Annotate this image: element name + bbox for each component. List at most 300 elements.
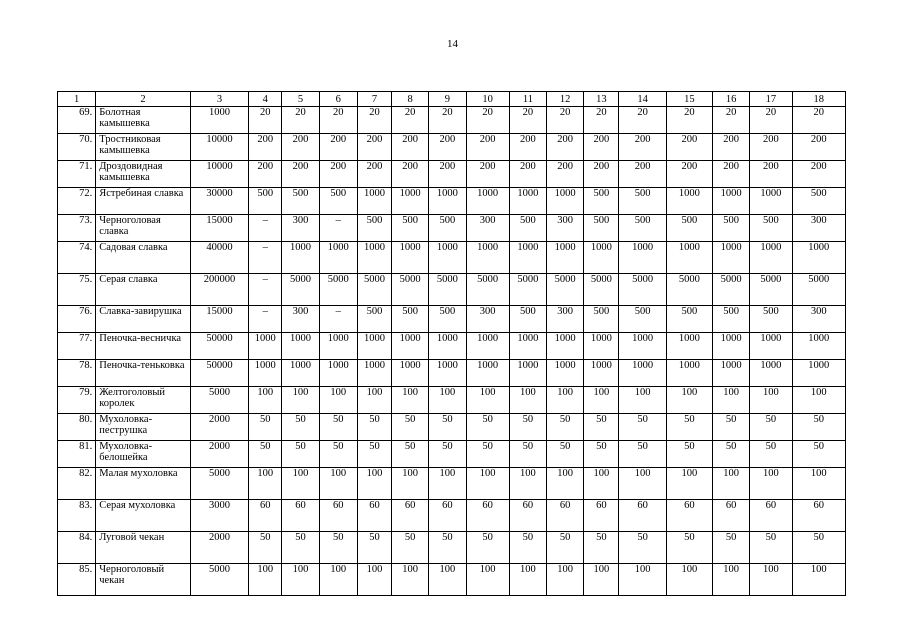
value-cell: 200 — [666, 161, 712, 188]
value-cell: 50 — [249, 532, 282, 564]
row-number: 80. — [58, 414, 96, 441]
value-cell: 5000 — [319, 274, 357, 306]
value-cell: 200 — [584, 161, 619, 188]
value-cell: 5000 — [357, 274, 391, 306]
value-cell: 2000 — [190, 414, 248, 441]
row-number: 75. — [58, 274, 96, 306]
row-number: 73. — [58, 215, 96, 242]
value-cell: 5000 — [792, 274, 845, 306]
species-name: Садовая славка — [96, 242, 191, 274]
value-cell: 100 — [249, 387, 282, 414]
value-cell: 300 — [792, 306, 845, 333]
value-cell: 20 — [429, 107, 466, 134]
value-cell: 20 — [666, 107, 712, 134]
row-number: 74. — [58, 242, 96, 274]
value-cell: 500 — [619, 215, 666, 242]
value-cell: 1000 — [509, 188, 546, 215]
value-cell: 60 — [392, 500, 429, 532]
column-header: 15 — [666, 92, 712, 107]
value-cell: 200 — [429, 134, 466, 161]
value-cell: 1000 — [466, 188, 509, 215]
value-cell: 20 — [750, 107, 792, 134]
value-cell: 100 — [319, 468, 357, 500]
value-cell: – — [249, 274, 282, 306]
value-cell: 1000 — [666, 242, 712, 274]
value-cell: 50 — [666, 441, 712, 468]
species-name: Черноголовая славка — [96, 215, 191, 242]
value-cell: 20 — [319, 107, 357, 134]
value-cell: 2000 — [190, 532, 248, 564]
value-cell: 20 — [282, 107, 319, 134]
value-cell: 1000 — [466, 333, 509, 360]
value-cell: 60 — [792, 500, 845, 532]
value-cell: 1000 — [584, 242, 619, 274]
value-cell: 200 — [584, 134, 619, 161]
value-cell: 1000 — [584, 333, 619, 360]
species-name: Дроздовидная камышевка — [96, 161, 191, 188]
value-cell: 1000 — [666, 188, 712, 215]
value-cell: 50 — [392, 532, 429, 564]
value-cell: 200 — [319, 134, 357, 161]
value-cell: 50 — [584, 532, 619, 564]
value-cell: 100 — [357, 564, 391, 596]
value-cell: 50 — [282, 414, 319, 441]
value-cell: 100 — [249, 564, 282, 596]
value-cell: 5000 — [750, 274, 792, 306]
value-cell: 20 — [509, 107, 546, 134]
value-cell: 5000 — [429, 274, 466, 306]
value-cell: 1000 — [392, 360, 429, 387]
value-cell: 1000 — [619, 360, 666, 387]
value-cell: 100 — [392, 468, 429, 500]
value-cell: 100 — [750, 564, 792, 596]
value-cell: 500 — [509, 215, 546, 242]
value-cell: 50000 — [190, 360, 248, 387]
value-cell: 500 — [282, 188, 319, 215]
value-cell: 5000 — [190, 387, 248, 414]
value-cell: 300 — [282, 306, 319, 333]
value-cell: 60 — [509, 500, 546, 532]
value-cell: 1000 — [547, 360, 584, 387]
value-cell: 1000 — [619, 333, 666, 360]
value-cell: 100 — [466, 564, 509, 596]
table-row — [58, 564, 846, 596]
value-cell: 50 — [509, 532, 546, 564]
value-cell: 100 — [666, 468, 712, 500]
value-cell: 5000 — [584, 274, 619, 306]
value-cell: 100 — [466, 387, 509, 414]
value-cell: 1000 — [429, 188, 466, 215]
table-row — [58, 242, 846, 274]
column-header: 16 — [713, 92, 750, 107]
row-number: 79. — [58, 387, 96, 414]
value-cell: 50 — [357, 441, 391, 468]
value-cell: 1000 — [392, 242, 429, 274]
value-cell: 500 — [319, 188, 357, 215]
value-cell: 1000 — [584, 360, 619, 387]
row-number: 85. — [58, 564, 96, 596]
value-cell: 100 — [792, 564, 845, 596]
value-cell: 200 — [509, 134, 546, 161]
table-row — [58, 333, 846, 360]
row-number: 77. — [58, 333, 96, 360]
table-row — [58, 468, 846, 500]
species-name: Черноголовый чекан — [96, 564, 191, 596]
table-row — [58, 107, 846, 134]
value-cell: 1000 — [282, 242, 319, 274]
value-cell: – — [249, 215, 282, 242]
value-cell: 500 — [584, 188, 619, 215]
value-cell: 500 — [392, 306, 429, 333]
value-cell: 100 — [509, 564, 546, 596]
value-cell: 60 — [249, 500, 282, 532]
value-cell: 50 — [392, 414, 429, 441]
value-cell: 1000 — [357, 360, 391, 387]
value-cell: 1000 — [357, 333, 391, 360]
value-cell: 20 — [392, 107, 429, 134]
value-cell: 200 — [357, 134, 391, 161]
value-cell: 500 — [584, 306, 619, 333]
value-cell: 40000 — [190, 242, 248, 274]
value-cell: 100 — [666, 387, 712, 414]
value-cell: 5000 — [547, 274, 584, 306]
value-cell: 30000 — [190, 188, 248, 215]
row-number: 70. — [58, 134, 96, 161]
value-cell: 1000 — [547, 333, 584, 360]
value-cell: 50 — [619, 532, 666, 564]
table-row — [58, 274, 846, 306]
value-cell: 50 — [466, 532, 509, 564]
value-cell: 1000 — [750, 188, 792, 215]
value-cell: 50 — [619, 441, 666, 468]
value-cell: 500 — [666, 306, 712, 333]
row-number: 81. — [58, 441, 96, 468]
column-header: 12 — [547, 92, 584, 107]
value-cell: 500 — [584, 215, 619, 242]
value-cell: 500 — [249, 188, 282, 215]
column-header: 8 — [392, 92, 429, 107]
value-cell: 50 — [713, 532, 750, 564]
value-cell: 100 — [319, 564, 357, 596]
value-cell: 50 — [792, 441, 845, 468]
column-header: 7 — [357, 92, 391, 107]
header-row — [58, 92, 846, 107]
value-cell: 1000 — [282, 333, 319, 360]
value-cell: 50 — [466, 441, 509, 468]
column-header: 2 — [96, 92, 191, 107]
column-header: 3 — [190, 92, 248, 107]
value-cell: 50 — [282, 532, 319, 564]
value-cell: 200 — [249, 134, 282, 161]
value-cell: 5000 — [666, 274, 712, 306]
value-cell: 200 — [547, 161, 584, 188]
value-cell: 50 — [792, 532, 845, 564]
table-row — [58, 414, 846, 441]
value-cell: 2000 — [190, 441, 248, 468]
value-cell: 1000 — [429, 242, 466, 274]
value-cell: 60 — [713, 500, 750, 532]
value-cell: 15000 — [190, 215, 248, 242]
value-cell: – — [249, 306, 282, 333]
value-cell: 100 — [429, 387, 466, 414]
value-cell: 1000 — [466, 360, 509, 387]
value-cell: 100 — [619, 564, 666, 596]
value-cell: 1000 — [713, 360, 750, 387]
value-cell: 200 — [713, 161, 750, 188]
value-cell: 5000 — [392, 274, 429, 306]
value-cell: 100 — [666, 564, 712, 596]
column-header: 9 — [429, 92, 466, 107]
row-number: 69. — [58, 107, 96, 134]
value-cell: – — [249, 242, 282, 274]
value-cell: 1000 — [713, 188, 750, 215]
value-cell: 5000 — [190, 468, 248, 500]
species-name: Мухоловка-пеструшка — [96, 414, 191, 441]
value-cell: 50 — [666, 414, 712, 441]
value-cell: 5000 — [282, 274, 319, 306]
column-header: 14 — [619, 92, 666, 107]
value-cell: 100 — [619, 468, 666, 500]
value-cell: 10000 — [190, 134, 248, 161]
species-name: Ястребиная славка — [96, 188, 191, 215]
value-cell: 200 — [249, 161, 282, 188]
value-cell: 500 — [666, 215, 712, 242]
value-cell: 50 — [357, 532, 391, 564]
species-table — [57, 91, 846, 596]
value-cell: 100 — [547, 468, 584, 500]
value-cell: 50 — [750, 532, 792, 564]
row-number: 82. — [58, 468, 96, 500]
value-cell: 1000 — [750, 360, 792, 387]
value-cell: 50 — [584, 414, 619, 441]
value-cell: 1000 — [509, 242, 546, 274]
value-cell: 50 — [792, 414, 845, 441]
value-cell: 500 — [713, 306, 750, 333]
value-cell: 500 — [357, 306, 391, 333]
value-cell: 1000 — [713, 242, 750, 274]
value-cell: 50 — [392, 441, 429, 468]
value-cell: 50 — [619, 414, 666, 441]
species-name: Славка-завирушка — [96, 306, 191, 333]
value-cell: 100 — [509, 468, 546, 500]
value-cell: 1000 — [547, 242, 584, 274]
value-cell: 60 — [319, 500, 357, 532]
value-cell: 200 — [357, 161, 391, 188]
table-row — [58, 532, 846, 564]
table-row — [58, 306, 846, 333]
value-cell: 1000 — [509, 360, 546, 387]
value-cell: 50 — [282, 441, 319, 468]
value-cell: 1000 — [792, 333, 845, 360]
value-cell: 1000 — [466, 242, 509, 274]
value-cell: 200 — [547, 134, 584, 161]
value-cell: 1000 — [392, 333, 429, 360]
row-number: 71. — [58, 161, 96, 188]
value-cell: 300 — [792, 215, 845, 242]
value-cell: 100 — [713, 468, 750, 500]
value-cell: 300 — [547, 306, 584, 333]
value-cell: 200 — [319, 161, 357, 188]
value-cell: 60 — [282, 500, 319, 532]
value-cell: 200 — [750, 134, 792, 161]
column-header: 5 — [282, 92, 319, 107]
value-cell: 500 — [357, 215, 391, 242]
value-cell: 300 — [547, 215, 584, 242]
value-cell: 1000 — [792, 242, 845, 274]
value-cell: 100 — [619, 387, 666, 414]
value-cell: 20 — [584, 107, 619, 134]
value-cell: 20 — [713, 107, 750, 134]
value-cell: 1000 — [750, 242, 792, 274]
value-cell: 500 — [713, 215, 750, 242]
value-cell: 200 — [666, 134, 712, 161]
value-cell: 200 — [619, 134, 666, 161]
value-cell: 500 — [619, 188, 666, 215]
value-cell: 100 — [392, 564, 429, 596]
value-cell: 60 — [357, 500, 391, 532]
value-cell: 200 — [392, 134, 429, 161]
column-header: 10 — [466, 92, 509, 107]
value-cell: 3000 — [190, 500, 248, 532]
value-cell: 50 — [750, 441, 792, 468]
value-cell: 1000 — [429, 333, 466, 360]
value-cell: 100 — [750, 387, 792, 414]
value-cell: – — [319, 306, 357, 333]
value-cell: 200 — [282, 134, 319, 161]
value-cell: 100 — [792, 387, 845, 414]
value-cell: 200 — [466, 134, 509, 161]
value-cell: 50 — [319, 532, 357, 564]
value-cell: 20 — [357, 107, 391, 134]
value-cell: 1000 — [282, 360, 319, 387]
species-name: Серая славка — [96, 274, 191, 306]
value-cell: 500 — [429, 215, 466, 242]
value-cell: 1000 — [666, 360, 712, 387]
value-cell: 100 — [429, 468, 466, 500]
value-cell: 15000 — [190, 306, 248, 333]
value-cell: 50 — [584, 441, 619, 468]
value-cell: 200 — [619, 161, 666, 188]
value-cell: 20 — [547, 107, 584, 134]
row-number: 78. — [58, 360, 96, 387]
value-cell: 50 — [249, 414, 282, 441]
table-row — [58, 500, 846, 532]
table-row — [58, 161, 846, 188]
value-cell: 300 — [282, 215, 319, 242]
value-cell: 1000 — [713, 333, 750, 360]
value-cell: 500 — [429, 306, 466, 333]
value-cell: 300 — [466, 306, 509, 333]
value-cell: 1000 — [319, 242, 357, 274]
species-name: Луговой чекан — [96, 532, 191, 564]
value-cell: 100 — [584, 564, 619, 596]
table-row — [58, 215, 846, 242]
value-cell: 200 — [792, 134, 845, 161]
column-header: 11 — [509, 92, 546, 107]
value-cell: 50 — [429, 414, 466, 441]
value-cell: 50 — [319, 414, 357, 441]
species-name: Болотная камышевка — [96, 107, 191, 134]
value-cell: 50 — [666, 532, 712, 564]
value-cell: 50 — [713, 441, 750, 468]
value-cell: 20 — [249, 107, 282, 134]
value-cell: 1000 — [319, 333, 357, 360]
value-cell: 100 — [509, 387, 546, 414]
value-cell: 5000 — [713, 274, 750, 306]
row-number: 83. — [58, 500, 96, 532]
value-cell: 200 — [466, 161, 509, 188]
value-cell: 500 — [750, 306, 792, 333]
species-name: Мухоловка-белошейка — [96, 441, 191, 468]
species-name: Желтоголовый королек — [96, 387, 191, 414]
column-header: 6 — [319, 92, 357, 107]
value-cell: 100 — [713, 564, 750, 596]
value-cell: 500 — [392, 215, 429, 242]
value-cell: 50 — [319, 441, 357, 468]
value-cell: 50 — [429, 441, 466, 468]
value-cell: 1000 — [619, 242, 666, 274]
value-cell: 5000 — [466, 274, 509, 306]
value-cell: 60 — [466, 500, 509, 532]
value-cell: 100 — [547, 564, 584, 596]
value-cell: 50 — [750, 414, 792, 441]
value-cell: 50 — [466, 414, 509, 441]
species-name: Пеночка-теньковка — [96, 360, 191, 387]
value-cell: 50 — [713, 414, 750, 441]
value-cell: 300 — [466, 215, 509, 242]
species-name: Серая мухоловка — [96, 500, 191, 532]
value-cell: 100 — [357, 468, 391, 500]
value-cell: 50 — [547, 441, 584, 468]
value-cell: 50 — [249, 441, 282, 468]
value-cell: 1000 — [392, 188, 429, 215]
value-cell: 50 — [547, 414, 584, 441]
value-cell: 60 — [584, 500, 619, 532]
value-cell: 100 — [429, 564, 466, 596]
value-cell: 50 — [547, 532, 584, 564]
value-cell: 200 — [713, 134, 750, 161]
value-cell: 5000 — [509, 274, 546, 306]
value-cell: 100 — [282, 387, 319, 414]
value-cell: 50 — [357, 414, 391, 441]
value-cell: 100 — [466, 468, 509, 500]
value-cell: 60 — [666, 500, 712, 532]
value-cell: 100 — [750, 468, 792, 500]
value-cell: 60 — [429, 500, 466, 532]
value-cell: 10000 — [190, 161, 248, 188]
value-cell: 200000 — [190, 274, 248, 306]
value-cell: 5000 — [619, 274, 666, 306]
column-header: 1 — [58, 92, 96, 107]
value-cell: 50 — [429, 532, 466, 564]
value-cell: 20 — [792, 107, 845, 134]
value-cell: 60 — [547, 500, 584, 532]
value-cell: 5000 — [190, 564, 248, 596]
value-cell: 60 — [619, 500, 666, 532]
value-cell: 100 — [792, 468, 845, 500]
value-cell: 1000 — [249, 360, 282, 387]
table-body — [58, 107, 846, 596]
value-cell: 50 — [509, 414, 546, 441]
value-cell: 1000 — [190, 107, 248, 134]
value-cell: 500 — [619, 306, 666, 333]
value-cell: 1000 — [509, 333, 546, 360]
value-cell: 50000 — [190, 333, 248, 360]
value-cell: 1000 — [666, 333, 712, 360]
value-cell: 100 — [547, 387, 584, 414]
value-cell: 1000 — [750, 333, 792, 360]
value-cell: 200 — [282, 161, 319, 188]
